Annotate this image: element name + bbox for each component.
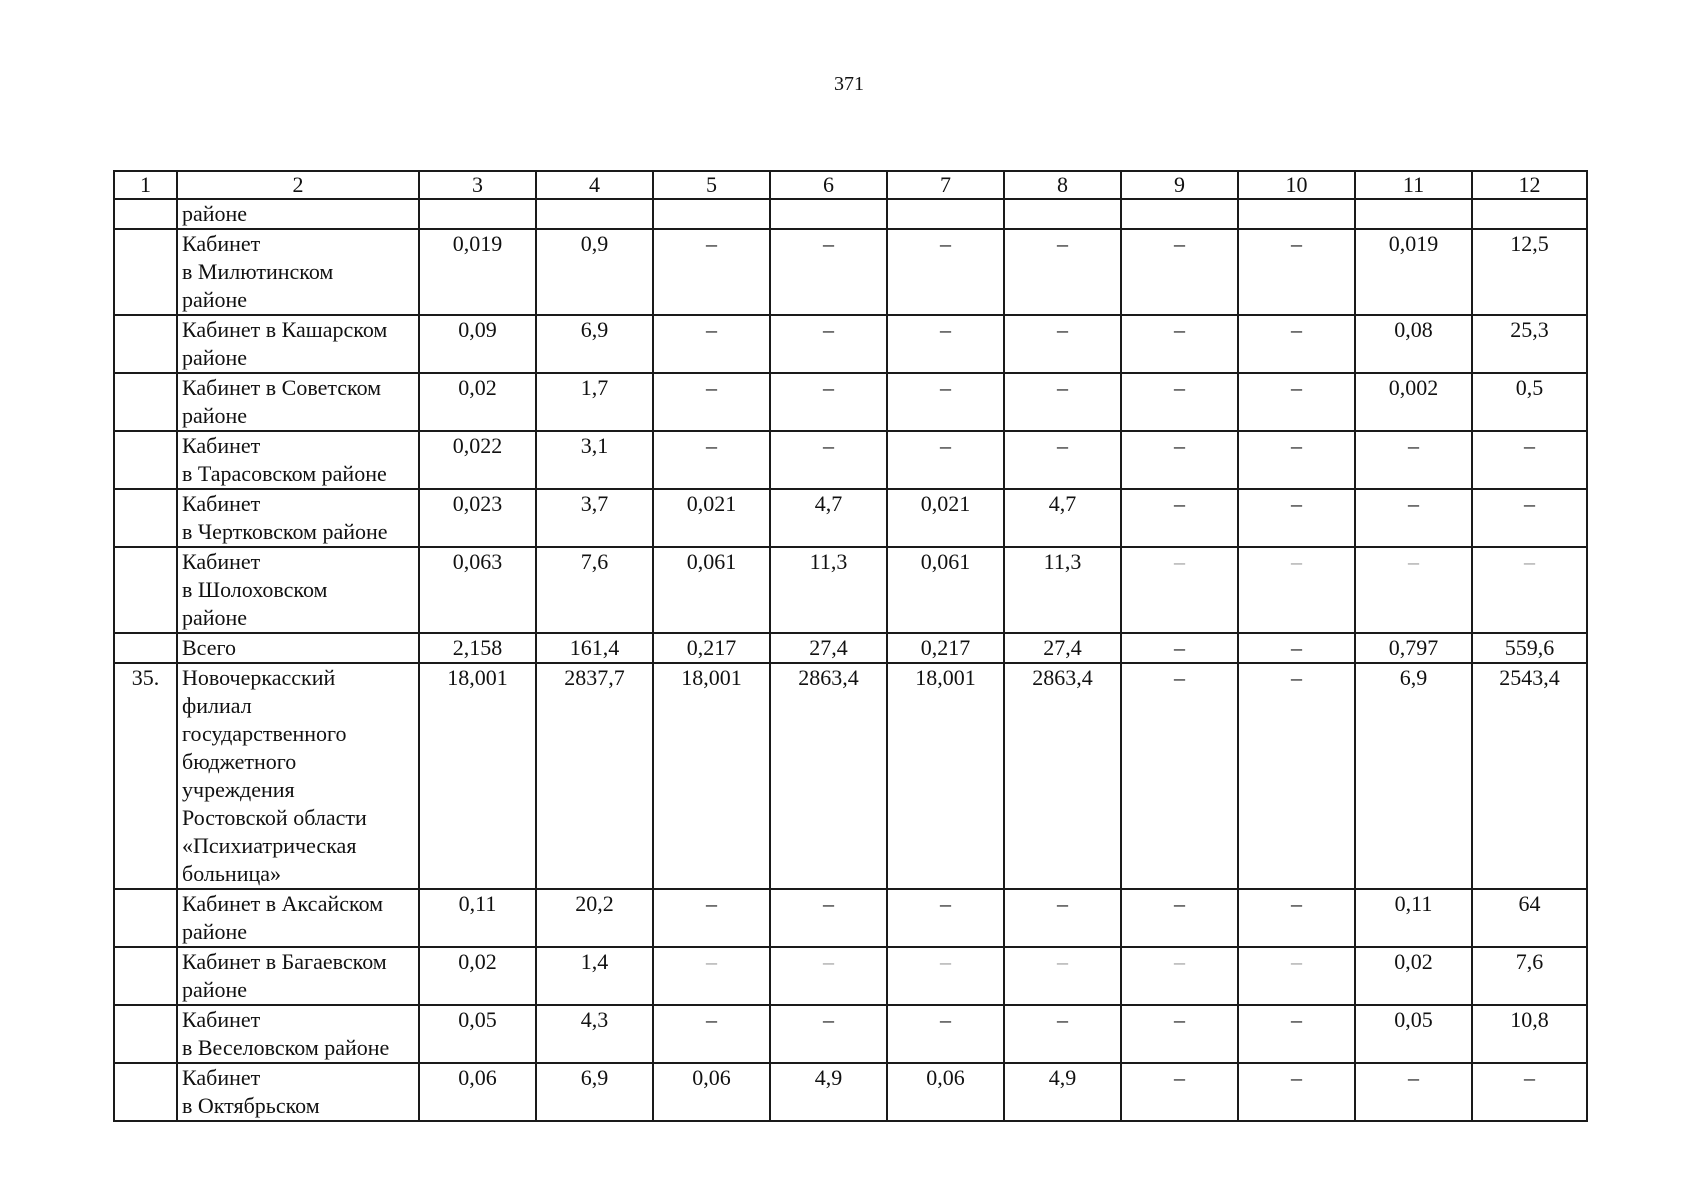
value-cell: – [1238, 663, 1355, 889]
value-cell [419, 199, 536, 229]
value-cell: 7,6 [1472, 947, 1587, 1005]
value-cell: 18,001 [887, 663, 1004, 889]
value-cell: 10,8 [1472, 1005, 1587, 1063]
value-cell: 6,9 [536, 1063, 653, 1121]
value-cell: 0,05 [1355, 1005, 1472, 1063]
institution-name-cell: Кабинет в Шолоховском районе [177, 547, 419, 633]
row-number-cell [114, 489, 177, 547]
value-cell: – [1238, 489, 1355, 547]
value-cell: 11,3 [770, 547, 887, 633]
value-cell: 0,06 [419, 1063, 536, 1121]
value-cell: – [1004, 315, 1121, 373]
table-row [114, 889, 1587, 947]
value-cell: – [1238, 1063, 1355, 1121]
value-cell: – [1355, 431, 1472, 489]
value-cell: 0,021 [653, 489, 770, 547]
value-cell: – [1238, 947, 1355, 1005]
value-cell: 2543,4 [1472, 663, 1587, 889]
value-cell: 18,001 [653, 663, 770, 889]
value-cell: – [653, 431, 770, 489]
column-header: 5 [653, 171, 770, 199]
value-cell: – [1355, 547, 1472, 633]
value-cell: – [887, 373, 1004, 431]
data-table [113, 170, 1588, 1122]
value-cell: 559,6 [1472, 633, 1587, 663]
value-cell: – [1472, 547, 1587, 633]
row-number-cell [114, 315, 177, 373]
value-cell: 3,1 [536, 431, 653, 489]
value-cell: 0,06 [653, 1063, 770, 1121]
value-cell: 1,7 [536, 373, 653, 431]
value-cell: 0,063 [419, 547, 536, 633]
value-cell: – [887, 315, 1004, 373]
value-cell: – [1238, 633, 1355, 663]
table-header-row [114, 171, 1587, 199]
column-header: 11 [1355, 171, 1472, 199]
value-cell [536, 199, 653, 229]
value-cell: – [770, 315, 887, 373]
value-cell: 0,021 [887, 489, 1004, 547]
value-cell: 25,3 [1472, 315, 1587, 373]
value-cell: 0,08 [1355, 315, 1472, 373]
column-header: 9 [1121, 171, 1238, 199]
value-cell: 0,11 [419, 889, 536, 947]
value-cell: – [1121, 489, 1238, 547]
value-cell: – [887, 889, 1004, 947]
value-cell: – [887, 1005, 1004, 1063]
value-cell: 0,022 [419, 431, 536, 489]
value-cell: – [1238, 229, 1355, 315]
value-cell: 20,2 [536, 889, 653, 947]
value-cell [653, 199, 770, 229]
value-cell: – [887, 229, 1004, 315]
column-header: 2 [177, 171, 419, 199]
value-cell: – [1004, 373, 1121, 431]
institution-name-cell: Кабинет в Милютинском районе [177, 229, 419, 315]
value-cell: 0,797 [1355, 633, 1472, 663]
value-cell: – [1238, 1005, 1355, 1063]
value-cell: – [887, 431, 1004, 489]
row-number-cell [114, 373, 177, 431]
table-row [114, 229, 1587, 315]
value-cell: 0,217 [887, 633, 1004, 663]
value-cell: – [1121, 373, 1238, 431]
row-number-cell [114, 1063, 177, 1121]
value-cell [1121, 199, 1238, 229]
value-cell: 12,5 [1472, 229, 1587, 315]
row-number-cell [114, 431, 177, 489]
value-cell: 161,4 [536, 633, 653, 663]
value-cell: 11,3 [1004, 547, 1121, 633]
row-number-cell [114, 547, 177, 633]
table-row [114, 547, 1587, 633]
value-cell: – [653, 947, 770, 1005]
value-cell [1355, 199, 1472, 229]
value-cell: – [770, 229, 887, 315]
institution-name-cell: Кабинет в Тарасовском районе [177, 431, 419, 489]
value-cell: – [653, 1005, 770, 1063]
row-number-cell [114, 889, 177, 947]
value-cell: 2,158 [419, 633, 536, 663]
table-row [114, 315, 1587, 373]
value-cell: 0,11 [1355, 889, 1472, 947]
value-cell: 2863,4 [770, 663, 887, 889]
value-cell: 4,9 [770, 1063, 887, 1121]
value-cell: 4,7 [1004, 489, 1121, 547]
value-cell: – [653, 889, 770, 947]
value-cell: 64 [1472, 889, 1587, 947]
column-header: 4 [536, 171, 653, 199]
value-cell: 0,061 [887, 547, 1004, 633]
value-cell: – [1121, 547, 1238, 633]
column-header: 6 [770, 171, 887, 199]
value-cell: 0,06 [887, 1063, 1004, 1121]
value-cell: – [1121, 1005, 1238, 1063]
value-cell: 0,023 [419, 489, 536, 547]
value-cell [1004, 199, 1121, 229]
value-cell: – [1004, 229, 1121, 315]
value-cell [770, 199, 887, 229]
table-row [114, 947, 1587, 1005]
institution-name-cell: Кабинет в Кашарском районе [177, 315, 419, 373]
institution-name-cell: Кабинет в Октябрьском [177, 1063, 419, 1121]
institution-name-cell: Кабинет в Аксайском районе [177, 889, 419, 947]
value-cell: 0,019 [1355, 229, 1472, 315]
value-cell: 6,9 [536, 315, 653, 373]
institution-name-cell: Кабинет в Веселовском районе [177, 1005, 419, 1063]
value-cell [1472, 199, 1587, 229]
value-cell: – [770, 373, 887, 431]
column-header: 12 [1472, 171, 1587, 199]
value-cell: – [1238, 431, 1355, 489]
table-body [114, 199, 1587, 1121]
value-cell: – [1121, 431, 1238, 489]
value-cell: – [1355, 1063, 1472, 1121]
value-cell: – [770, 947, 887, 1005]
table-row [114, 373, 1587, 431]
row-number-cell [114, 199, 177, 229]
row-number-cell [114, 633, 177, 663]
value-cell: – [1004, 1005, 1121, 1063]
value-cell: – [1004, 889, 1121, 947]
column-header: 7 [887, 171, 1004, 199]
value-cell: 3,7 [536, 489, 653, 547]
value-cell: – [770, 431, 887, 489]
value-cell: – [887, 947, 1004, 1005]
value-cell: – [1472, 489, 1587, 547]
institution-name-cell: Кабинет в Чертковском районе [177, 489, 419, 547]
value-cell: – [1121, 663, 1238, 889]
institution-name-cell: Кабинет в Советском районе [177, 373, 419, 431]
row-number-cell: 35. [114, 663, 177, 889]
value-cell: – [1004, 431, 1121, 489]
value-cell: – [770, 1005, 887, 1063]
value-cell: 1,4 [536, 947, 653, 1005]
value-cell: 0,002 [1355, 373, 1472, 431]
value-cell: – [1472, 431, 1587, 489]
value-cell: – [1121, 947, 1238, 1005]
value-cell: 0,061 [653, 547, 770, 633]
row-number-cell [114, 947, 177, 1005]
column-header: 10 [1238, 171, 1355, 199]
value-cell: 0,02 [1355, 947, 1472, 1005]
value-cell: 27,4 [770, 633, 887, 663]
value-cell: 4,7 [770, 489, 887, 547]
value-cell: 4,3 [536, 1005, 653, 1063]
value-cell: 0,5 [1472, 373, 1587, 431]
institution-name-cell: Всего [177, 633, 419, 663]
value-cell: 0,09 [419, 315, 536, 373]
value-cell: – [1472, 1063, 1587, 1121]
value-cell: – [1121, 889, 1238, 947]
value-cell: 0,02 [419, 373, 536, 431]
value-cell: – [1121, 229, 1238, 315]
row-number-cell [114, 229, 177, 315]
value-cell: – [1238, 547, 1355, 633]
table-row [114, 199, 1587, 229]
row-number-cell [114, 1005, 177, 1063]
table-row [114, 663, 1587, 889]
value-cell: 0,019 [419, 229, 536, 315]
value-cell [887, 199, 1004, 229]
institution-name-cell: Новочеркасский филиал государственного бюджетного учреждения Ростовской области «Психиатрическая больница» [177, 663, 419, 889]
value-cell: – [653, 373, 770, 431]
value-cell: – [653, 229, 770, 315]
value-cell: 18,001 [419, 663, 536, 889]
value-cell: – [1238, 889, 1355, 947]
value-cell: – [1355, 489, 1472, 547]
value-cell: 2837,7 [536, 663, 653, 889]
value-cell: – [1238, 315, 1355, 373]
table-row [114, 1063, 1587, 1121]
value-cell: – [770, 889, 887, 947]
table-row [114, 489, 1587, 547]
value-cell: 0,217 [653, 633, 770, 663]
column-header: 3 [419, 171, 536, 199]
value-cell [1238, 199, 1355, 229]
column-header: 8 [1004, 171, 1121, 199]
institution-name-cell: районе [177, 199, 419, 229]
table-row [114, 1005, 1587, 1063]
page-number: 371 [834, 73, 864, 95]
column-header: 1 [114, 171, 177, 199]
institution-name-cell: Кабинет в Багаевском районе [177, 947, 419, 1005]
value-cell: – [1121, 633, 1238, 663]
value-cell: 4,9 [1004, 1063, 1121, 1121]
table-row [114, 633, 1587, 663]
value-cell: – [1121, 315, 1238, 373]
value-cell: 7,6 [536, 547, 653, 633]
value-cell: – [1238, 373, 1355, 431]
value-cell: 0,02 [419, 947, 536, 1005]
value-cell: – [653, 315, 770, 373]
value-cell: – [1004, 947, 1121, 1005]
value-cell: 27,4 [1004, 633, 1121, 663]
table-row [114, 431, 1587, 489]
value-cell: 2863,4 [1004, 663, 1121, 889]
value-cell: 0,9 [536, 229, 653, 315]
value-cell: – [1121, 1063, 1238, 1121]
value-cell: 0,05 [419, 1005, 536, 1063]
value-cell: 6,9 [1355, 663, 1472, 889]
